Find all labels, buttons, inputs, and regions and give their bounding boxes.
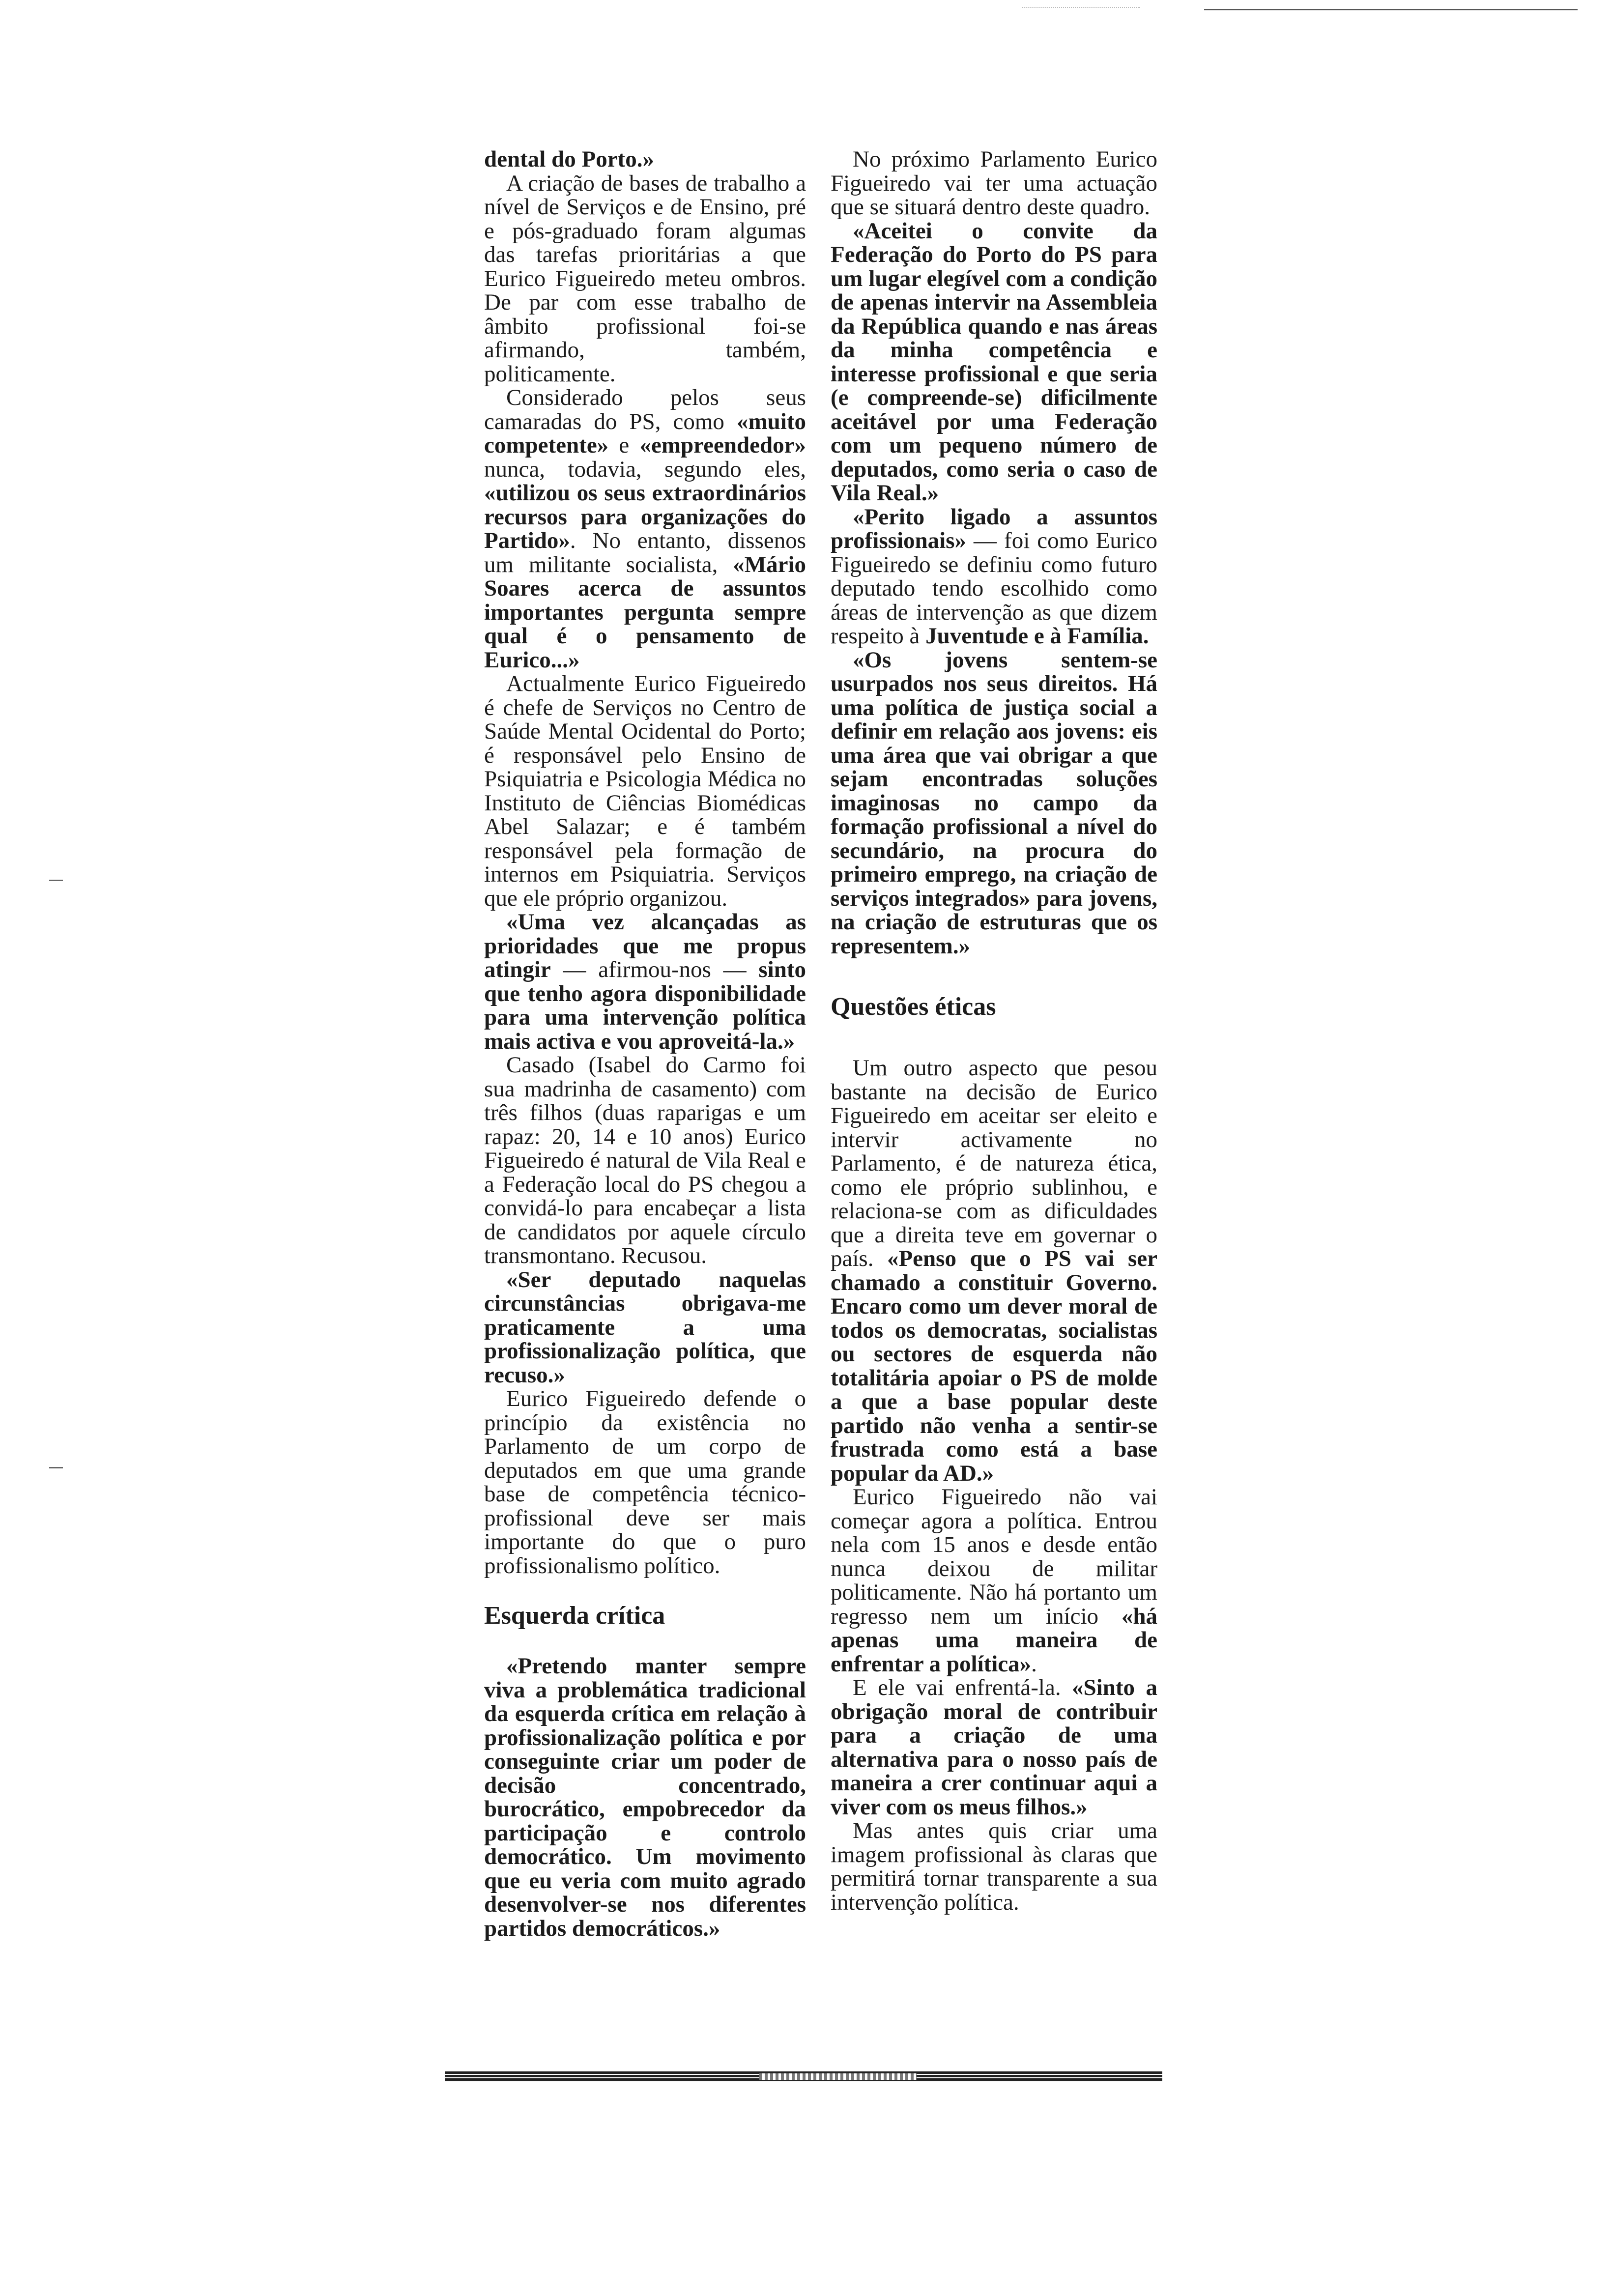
- paragraph: «Aceitei o convite da Federação do Porto do PS para um lugar elegível com a condição de apenas intervir na Assembleia da República quando e nas áreas da minha competência e interesse profissional e que seria (e compreende-se) dificilmente aceitável por uma Federação com um pequeno número de deputados, como seria o caso de Vila Real.»: [831, 218, 1157, 506]
- paragraph: Mas antes quis criar uma imagem profissional às claras que permitirá tornar transparente a sua intervenção política.: [831, 1818, 1157, 1915]
- column-right: [831, 147, 1157, 1914]
- paragraph: dental do Porto.»: [484, 146, 654, 172]
- column-left: [484, 147, 806, 1940]
- top-rule: [1204, 9, 1578, 10]
- paragraph: Actualmente Eurico Figueiredo é chefe de Serviços no Centro de Saúde Mental Ocidental do Porto; é responsável pelo Ensino de Psiquiatria e Psicologia Médica no Instituto de Ciências Biomédicas Abel Salazar; e é também responsável pela formação de internos em Psiquiatria. Serviços que ele próprio organizou.: [484, 671, 806, 911]
- section-heading: Esquerda crítica: [484, 1602, 665, 1630]
- paragraph: E ele vai enfrentá-la. «Sinto a obrigação moral de contribuir para a criação de uma alternativa para o nosso país de maneira a crer continuar aqui a viver com os meus filhos.»: [831, 1675, 1158, 1820]
- paragraph: «Perito ligado a assuntos profissionais» — foi como Eurico Figueiredo se definiu como futuro deputado tendo escolhido como áreas de intervenção as que dizem respeito à Juventude e à Família.: [831, 504, 1157, 649]
- margin-mark: [49, 1467, 63, 1468]
- paragraph: «Uma vez alcançadas as prioridades que me propus atingir — afirmou-nos — sinto que tenho agora disponibilidade para uma intervenção política mais activa e vou aproveitá-la.»: [484, 909, 806, 1054]
- paragraph: «Ser deputado naquelas circunstâncias obrigava-me praticamente a uma profissionalização política, que recuso.»: [484, 1266, 806, 1388]
- paragraph: A criação de bases de trabalho a nível de Serviços e de Ensino, pré e pós-graduado foram algumas das tarefas prioritárias a que Eurico Figueiredo meteu ombros. De par com esse trabalho de âmbito profissional foi-se afirmando, também, politicamente.: [484, 170, 806, 387]
- paragraph: Eurico Figueiredo não vai começar agora a política. Entrou nela com 15 anos e desde então nunca deixou de militar politicamente. Não há portanto um regresso nem um início «há apenas uma maneira de enfrentar a política».: [831, 1484, 1157, 1677]
- paragraph: Considerado pelos seus camaradas do PS, como «muito competente» e «empreendedor» nunca, todavia, segundo eles, «utilizou os seus extraordinários recursos para organizações do Partido». No entanto, dissenos um militante socialista, «Mário Soares acerca de assuntos importantes pergunta sempre qual é o pensamento de Eurico...»: [484, 385, 806, 673]
- paragraph: «Pretendo manter sempre viva a problemática tradicional da esquerda crítica em relação à profissionalização política e por conseguinte criar um poder de decisão concentrado, burocrático, empobrecedor da participação e controlo democrático. Um movimento que eu veria com muito agrado desenvolver-se nos diferentes partidos democráticos.»: [484, 1653, 806, 1941]
- paragraph: «Os jovens sentem-se usurpados nos seus direitos. Há uma política de justiça social a definir em relação aos jovens: eis uma área que vai obrigar a que sejam encontradas soluções imaginosas no campo da formação profissional a nível do secundário, na procura do primeiro emprego, na criação de serviços integrados» para jovens, na criação de estruturas que os representem.»: [831, 647, 1157, 959]
- paragraph: Eurico Figueiredo defende o princípio da existência no Parlamento de um corpo de deputados em que uma grande base de competência técnico-profissional deve ser mais importante do que o puro profissionalismo político.: [484, 1386, 806, 1578]
- paragraph: No próximo Parlamento Eurico Figueiredo vai ter uma actuação que se situará dentro deste quadro.: [831, 146, 1157, 220]
- paragraph: Casado (Isabel do Carmo foi sua madrinha de casamento) com três filhos (duas raparigas e um rapaz: 20, 14 e 10 anos) Eurico Figueiredo é natural de Vila Real e a Federação local do PS chegou a convidá-lo para encabeçar a lista de candidatos por aquele círculo transmontano. Recusou.: [484, 1052, 806, 1268]
- bottom-rule: [445, 2071, 1162, 2082]
- section-heading: Questões éticas: [831, 993, 996, 1021]
- paragraph: Um outro aspecto que pesou bastante na decisão de Eurico Figueiredo em aceitar ser eleito e intervir activamente no Parlamento, é de natureza ética, como ele próprio sublinhou, e relaciona-se com as dificuldades que a direita teve em governar o país. «Penso que o PS vai ser chamado a constituir Governo. Encaro como um dever moral de todos os democratas, socialistas ou sectores de esquerda não totalitária apoiar o PS de molde a que a base popular deste partido não venha a sentir-se frustrada como está a base popular da AD.»: [831, 1055, 1158, 1486]
- scan-speck: [1022, 7, 1140, 9]
- margin-mark: [49, 880, 63, 881]
